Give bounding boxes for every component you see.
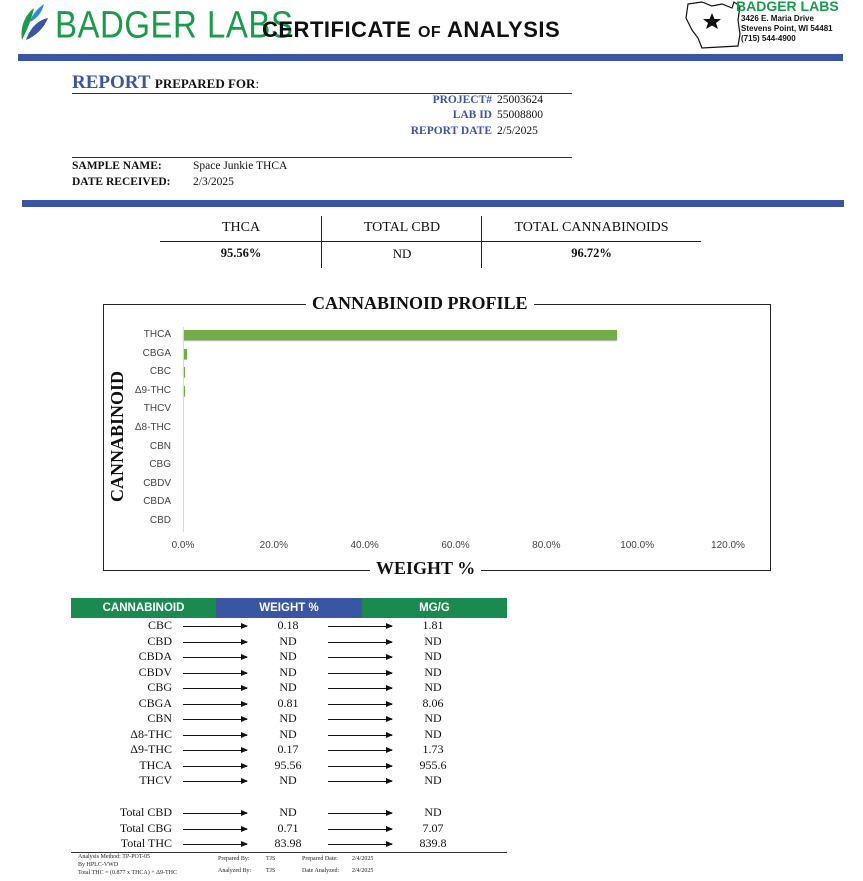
chart-x-tick-label: 120.0% (711, 540, 745, 551)
date-analyzed-value: 2/4/2025 (352, 868, 374, 874)
table-row-weight: ND (279, 664, 297, 679)
total-row-weight: ND (279, 805, 297, 819)
table-row-name: THCA (139, 757, 172, 772)
report-label-big: REPORT (72, 72, 151, 93)
arrow-icon (183, 719, 247, 720)
arrow-icon (183, 735, 247, 736)
arrow-icon (328, 704, 392, 705)
table-row-weight: ND (279, 680, 297, 694)
prepared-date-value: 2/4/2025 (352, 856, 374, 862)
chart-category-label: CBC (149, 366, 171, 378)
arrow-icon (328, 735, 392, 736)
arrow-icon (328, 813, 392, 814)
document-title (262, 17, 560, 43)
cannabinoid-chart-frame (103, 304, 771, 571)
address-line-2: Stevens Point, WI 54481 (741, 24, 833, 33)
summary-table (160, 216, 701, 268)
arrow-icon (183, 813, 247, 814)
arrow-icon (183, 766, 247, 767)
prepared-date-label: Prepared Date: (302, 856, 338, 862)
prepared-by-label: Prepared By: (218, 856, 250, 862)
report-prepared-for (72, 72, 259, 94)
table-row-mg: 8.06 (422, 695, 444, 710)
method-line-1: Analysis Method: TP-POT-05 (78, 854, 151, 860)
table-row-mg: ND (424, 726, 442, 741)
date-received-value: 2/3/2025 (193, 176, 234, 188)
arrow-icon (183, 750, 247, 751)
table-row-name: CBDA (138, 649, 172, 663)
total-row-mg: 7.07 (422, 820, 444, 835)
chart-category-label: CBDA (143, 496, 171, 508)
table-row-name: CBD (147, 633, 172, 648)
chart-category-label: Δ8-THC (134, 422, 171, 433)
arrow-icon (183, 688, 247, 689)
table-row-weight: 0.81 (277, 695, 299, 710)
table-row-weight: ND (279, 711, 297, 725)
project-label: PROJECT# (432, 94, 492, 106)
method-line-3: Total THC = (0.877 x THCA) + Δ9-THC (78, 870, 177, 876)
chart-x-tick-label: 0.0% (171, 540, 195, 551)
table-row-weight: 0.17 (277, 742, 299, 756)
table-row-name: THCV (139, 773, 172, 787)
chart-y-axis-title: CANNABINOID (107, 365, 128, 508)
report-date-label: REPORT DATE (410, 125, 492, 137)
lab-id-label: LAB ID (452, 109, 492, 121)
chart-category-label: THCA (143, 329, 171, 340)
table-header-weight: WEIGHT % (216, 598, 362, 618)
logo-text: BADGER LABS (55, 3, 294, 46)
chart-x-tick-label: 100.0% (620, 540, 655, 551)
table-row-name: CBG (147, 680, 172, 694)
arrow-icon (183, 781, 247, 782)
arrow-icon (328, 642, 392, 643)
badger-leaf-logo-icon (18, 2, 52, 42)
address-line-1: 3426 E. Maria Drive (741, 14, 814, 23)
method-line-2: By HPLC-VWD (78, 862, 119, 868)
total-row-mg: ND (424, 805, 442, 819)
summary-rule (160, 241, 701, 242)
chart-x-tick-label: 20.0% (259, 540, 288, 551)
total-row-name: Total THC (120, 836, 172, 850)
report-label-rest: PREPARED FOR (154, 76, 256, 91)
arrow-icon (328, 829, 392, 830)
summary-header-thca: THCA (221, 220, 261, 235)
report-rule-bottom (72, 157, 572, 158)
title-end: ANALYSIS (446, 17, 561, 42)
phone-number: (715) 544-4900 (741, 34, 796, 43)
arrow-icon (328, 844, 392, 845)
table-row-weight: 95.56 (274, 757, 302, 772)
arrow-icon (328, 688, 392, 689)
chart-category-label: CBD (149, 515, 171, 526)
table-row-weight: ND (279, 649, 297, 663)
chart-category-label: THCV (143, 403, 171, 415)
total-row-name: Total CBG (119, 820, 172, 835)
date-analyzed-label: Date Analyzed: (302, 868, 340, 874)
table-row-mg: ND (424, 680, 442, 694)
arrow-icon (183, 626, 247, 627)
prepared-by-value: TJS (266, 856, 276, 862)
chart-category-label: CBGA (142, 347, 171, 359)
table-row-weight: 0.18 (277, 618, 299, 632)
chart-x-tick-label: 80.0% (532, 540, 561, 551)
chart-title: CANNABINOID PROFILE (306, 293, 534, 314)
summary-header-total-cannabinoids: TOTAL CANNABINOIDS (514, 220, 669, 235)
table-row-mg: 1.81 (422, 618, 444, 632)
lab-name: BADGER LABS (736, 0, 839, 14)
chart-category-label: CBN (149, 440, 171, 452)
table-row-name: CBDV (138, 664, 172, 679)
report-date-value: 2/5/2025 (497, 125, 538, 137)
arrow-icon (328, 766, 392, 767)
arrow-icon (328, 781, 392, 782)
analyzed-by-value: TJS (266, 868, 276, 874)
table-row-name: Δ9-THC (130, 742, 172, 756)
table-header-cannabinoid: CANNABINOID (71, 598, 216, 618)
chart-x-axis-title: WEIGHT % (370, 558, 481, 579)
table-row-weight: ND (279, 633, 297, 648)
sample-name-label: SAMPLE NAME: (72, 160, 162, 172)
table-row-name: CBN (147, 711, 172, 725)
table-row-mg: ND (424, 664, 442, 679)
analyzed-by-label: Analyzed By: (218, 868, 252, 874)
table-row-weight: ND (279, 726, 297, 741)
total-row-weight: 0.71 (277, 820, 299, 835)
date-received-label: DATE RECEIVED: (72, 176, 171, 188)
arrow-icon (328, 750, 392, 751)
sample-name-value: Space Junkie THCA (193, 160, 288, 172)
arrow-icon (183, 657, 247, 658)
arrow-icon (183, 642, 247, 643)
chart-x-tick-label: 60.0% (441, 540, 470, 551)
chart-x-tick-label: 40.0% (350, 540, 379, 551)
chart-category-label: CBDV (143, 477, 171, 489)
total-row-name: Total CBD (119, 805, 172, 819)
table-row-mg: ND (424, 633, 442, 648)
arrow-icon (183, 844, 247, 845)
arrow-icon (183, 704, 247, 705)
summary-value-total-cannabinoids: 96.72% (571, 246, 612, 260)
summary-value-thca: 95.56% (220, 246, 262, 260)
table-row-mg: 955.6 (419, 757, 447, 772)
report-label-colon: : (255, 76, 260, 91)
arrow-icon (328, 719, 392, 720)
table-row-weight: ND (279, 773, 297, 787)
table-row-name: CBGA (138, 695, 172, 710)
arrow-icon (183, 829, 247, 830)
chart-category-label: Δ9-THC (134, 384, 171, 396)
section-divider (22, 200, 844, 207)
table-row-mg: ND (424, 711, 442, 725)
table-row-mg: 1.73 (422, 742, 444, 756)
title-of: OF (417, 24, 442, 41)
chart-category-label: CBG (149, 459, 171, 471)
total-row-mg: 839.8 (419, 836, 447, 850)
arrow-icon (328, 673, 392, 674)
lab-id-value: 55008800 (497, 109, 543, 121)
table-row-mg: ND (424, 649, 442, 663)
title-main: CERTIFICATE (262, 17, 412, 42)
table-row-name: CBC (147, 618, 172, 632)
table-row-mg: ND (424, 773, 442, 787)
wisconsin-map-icon (682, 0, 744, 50)
footer-rule (71, 852, 507, 853)
summary-header-total-cbd: TOTAL CBD (363, 220, 441, 235)
arrow-icon (328, 657, 392, 658)
table-row-name: Δ8-THC (130, 726, 172, 741)
table-header-mg-g: MG/G (362, 598, 507, 618)
header-divider (18, 54, 843, 61)
arrow-icon (183, 673, 247, 674)
project-value: 25003624 (497, 94, 543, 106)
summary-value-total-cbd: ND (392, 246, 412, 261)
arrow-icon (328, 626, 392, 627)
total-row-weight: 83.98 (274, 836, 302, 850)
